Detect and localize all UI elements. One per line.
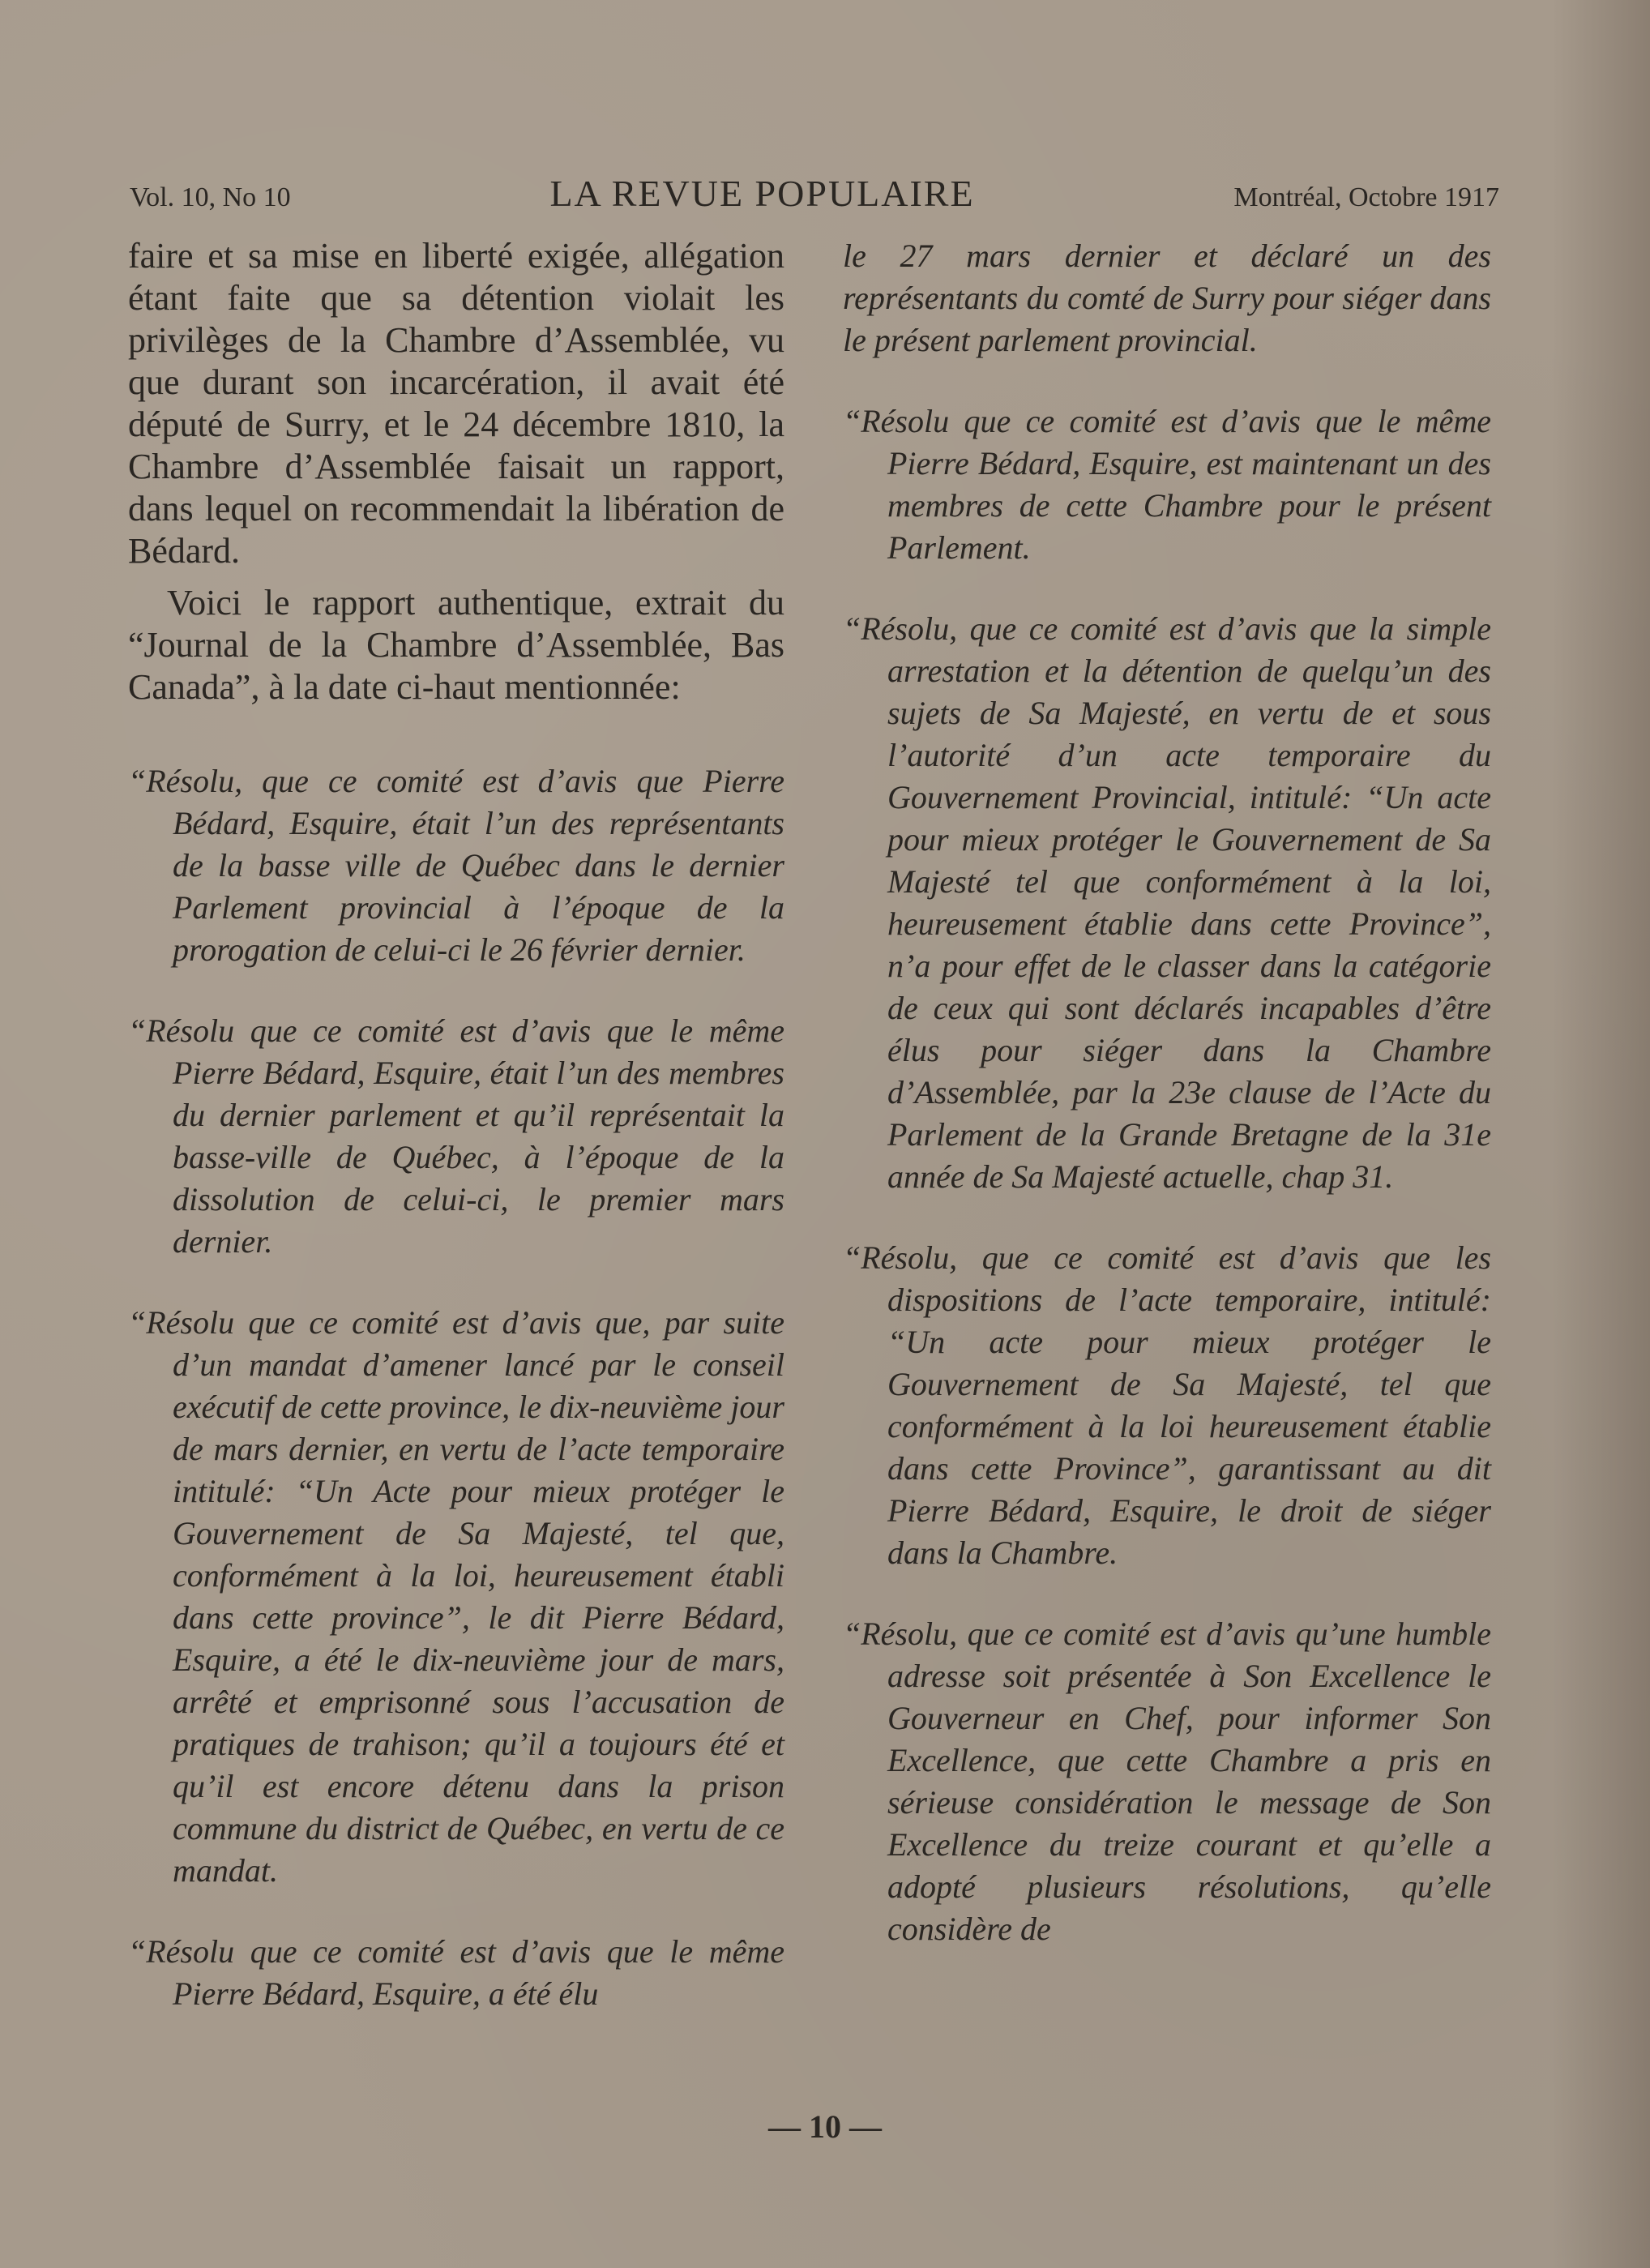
header-place-date: Montréal, Octobre 1917 [1233,182,1499,212]
resolution: “Résolu que ce comité est d’avis que le même Pierre Bédard, Esquire, a été élu [128,1933,784,2012]
resolution: “Résolu que ce comité est d’avis que, par suite d’un mandat d’amener lancé par le conseil exécutif de cette province, le dix-neuvième jour de mars dernier, en vertu de l’acte temporaire intitulé: “Un Acte pour mieux protéger le Gouvernement de Sa Majesté, tel que, conformément à la loi, heureusement établi dans cette province”, le dit Pierre Bédard, Esquire, a été le dix-neuvième jour de mars, arrêté et emprisonné sous l’accusation de pratiques de trahison; qu’il a toujours été et qu’il est encore détenu dans la prison commune du district de Québec, en vertu de ce mandat. [128,1304,784,1889]
header-volume: Vol. 10, No 10 [130,182,291,212]
right-column [843,235,1491,1989]
paragraph: Voici le rapport authentique, extrait du “Journal de la Chambre d’Assemblée, Bas Canada”, à la date ci-haut mentionnée: [128,583,784,707]
running-header [130,172,1499,220]
resolution: “Résolu que ce comité est d’avis que le même Pierre Bédard, Esquire, était l’un des membres du dernier parlement et qu’il représentait la basse-ville de Québec, à l’époque de la dissolution de celui-ci, le premier mars dernier. [128,1012,784,1260]
page-number: — 10 — [768,2108,882,2145]
resolution-continuation: le 27 mars dernier et déclaré un des représentants du comté de Surry pour siéger dans le présent parlement provincial. [843,237,1491,358]
header-title: LA REVUE POPULAIRE [549,173,975,214]
left-column [128,235,784,2054]
resolution: “Résolu, que ce comité est d’avis que les dispositions de l’acte temporaire, intitulé: “Un acte pour mieux protéger le Gouvernement de Sa Majesté, tel que conformément à la loi heureusement établie dans cette Province”, garantissant au dit Pierre Bédard, Esquire, le droit de siéger dans la Chambre. [843,1239,1491,1571]
resolution: “Résolu, que ce comité est d’avis qu’une humble adresse soit présentée à Son Excellence le Gouverneur en Chef, pour informer Son Excellence, que cette Chambre a pris en sérieuse considération le message de Son Excellence du treize courant et qu’elle a adopté plusieurs résolutions, qu’elle considère de [843,1615,1491,1947]
resolution: “Résolu que ce comité est d’avis que le même Pierre Bédard, Esquire, est maintenant un des membres de cette Chambre pour le présent Parlement. [843,403,1491,566]
paragraph: faire et sa mise en liberté exigée, allégation étant faite que sa détention violait les privilèges de la Chambre d’Assemblée, vu que durant son incarcération, il avait été député de Surry, et le 24 décembre 1810, la Chambre d’Assemblée faisait un rapport, dans lequel on recommendait la libération de Bédard. [128,236,784,571]
resolution: “Résolu, que ce comité est d’avis que la simple arrestation et la détention de quelqu’un des sujets de Sa Majesté, en vertu de et sous l’autorité d’un acte temporaire du Gouvernement Provincial, intitulé: “Un acte pour mieux protéger le Gouvernement de Sa Majesté tel que conformément à la loi, heureusement établie dans cette Province”, n’a pour effet de le classer dans la catégorie de ceux qui sont déclarés incapables d’être élus pour siéger dans la Chambre d’Assemblée, par la 23e clause de l’Acte du Parlement de la Grande Bretagne de la 31e année de Sa Majesté actuelle, chap 31. [843,610,1491,1195]
resolution: “Résolu, que ce comité est d’avis que Pierre Bédard, Esquire, était l’un des représentants de la basse ville de Québec dans le dernier Parlement provincial à l’époque de la prorogation de celui-ci le 26 février dernier. [128,763,784,968]
